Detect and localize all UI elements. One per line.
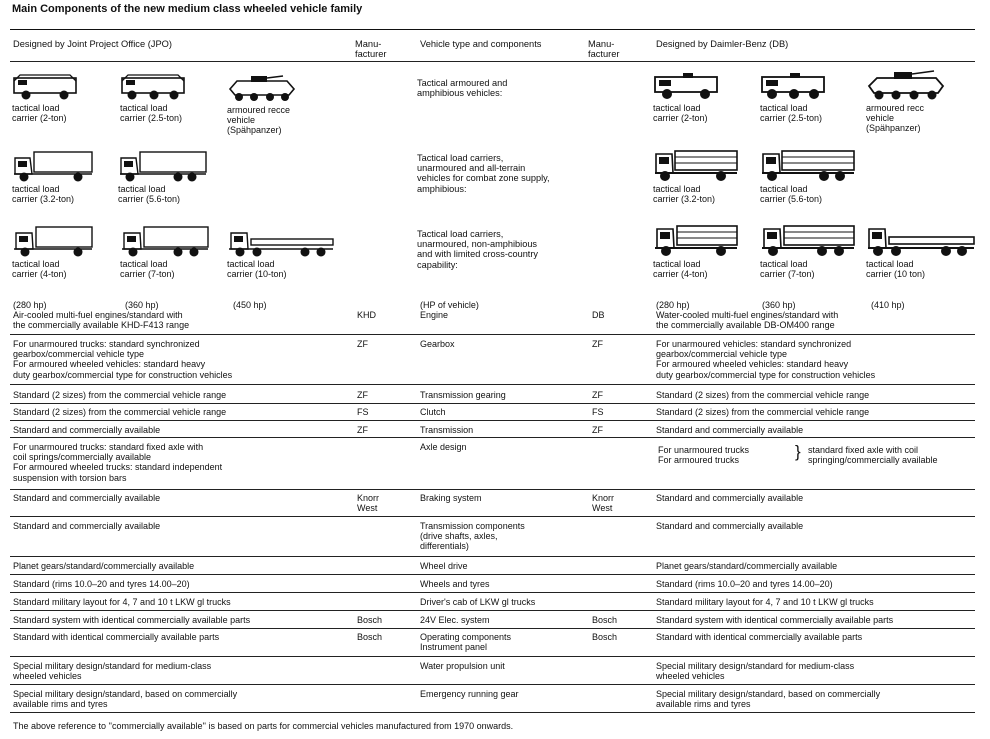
vehicle-caption: tactical load carrier (5.6-ton)	[760, 184, 823, 204]
jpo-vehicle-1-1	[12, 73, 112, 123]
row-divider	[10, 437, 975, 438]
component-name: Emergency running gear	[420, 689, 519, 699]
db-spec: Water-cooled multi-fuel engines/standard with the commercially available DB-OM400 range	[656, 310, 839, 331]
vehicle-caption: tactical load carrier (2-ton)	[12, 103, 67, 123]
db-spec: Standard (2 sizes) from the commercial vehicle range	[656, 390, 870, 400]
component-name: Gearbox	[420, 339, 455, 349]
header-vehicle-type: Vehicle type and components	[420, 39, 542, 49]
armoured-truck-icon	[653, 71, 721, 101]
db-vehicle-2-2	[760, 148, 860, 204]
db-vehicle-3-2	[760, 223, 860, 279]
jpo-vehicle-1-3	[227, 73, 327, 135]
row-divider	[10, 489, 975, 490]
cargo-truck-icon	[760, 148, 856, 182]
jpo-spec: Standard (rims 10.0–20 and tyres 14.00–20)	[13, 579, 190, 589]
db-spec: Standard and commercially available	[656, 521, 804, 531]
jpo-vehicle-3-2	[120, 225, 220, 279]
recce-vehicle-icon	[866, 68, 946, 101]
row-divider	[10, 656, 975, 657]
row-divider	[10, 684, 975, 685]
vehicle-caption: tactical load carrier (7-ton)	[760, 259, 815, 279]
row-divider	[10, 610, 975, 611]
cargo-truck-icon	[760, 223, 856, 257]
db-spec: Standard military layout for 4, 7 and 10 t LKW gl trucks	[656, 597, 874, 607]
vehicle-group-2-description: Tactical load carriers, unarmoured and all-terrain vehicles for combat zone supply, amphibious:	[417, 153, 550, 194]
vehicle-hp-label: (HP of vehicle)	[420, 300, 479, 310]
db-spec: For unarmoured vehicles: standard synchronized gearbox/commercial vehicle type For armoured wheeled vehicles: standard heavy duty gearbox/commercial type for construction vehicles	[656, 339, 876, 380]
recce-vehicle-icon	[227, 73, 297, 103]
component-name: Driver's cab of LKW gl trucks	[420, 597, 536, 607]
vehicle-caption: tactical load carrier (2-ton)	[653, 103, 708, 123]
db-spec: Standard and commercially available	[656, 493, 804, 503]
vehicle-caption: tactical load carrier (2.5-ton)	[760, 103, 823, 123]
row-divider	[10, 334, 975, 335]
manufacturer-left: Bosch	[357, 632, 383, 642]
component-name: Clutch	[420, 407, 446, 417]
db-vehicle-2-1	[653, 148, 753, 204]
manufacturer-left: FS	[357, 407, 369, 417]
jpo-hp-1: (280 hp)	[13, 300, 47, 310]
brace-icon: }	[795, 442, 801, 461]
header-daimler-benz: Designed by Daimler-Benz (DB)	[656, 39, 789, 49]
component-name: Transmission gearing	[420, 390, 506, 400]
db-hp-2: (360 hp)	[762, 300, 796, 310]
footnote: The above reference to ''commercially available'' is based on parts for commercial vehicles manufactured from 1970 onwards.	[13, 721, 514, 731]
row-divider	[10, 628, 975, 629]
manufacturer-right: ZF	[592, 425, 603, 435]
component-name: Operating components Instrument panel	[420, 632, 512, 653]
db-spec: Standard (rims 10.0–20 and tyres 14.00–20)	[656, 579, 833, 589]
armoured-truck-icon	[760, 71, 828, 101]
jpo-spec: Standard with identical commercially available parts	[13, 632, 220, 642]
vehicle-caption: tactical load carrier (10-ton)	[227, 259, 287, 279]
jpo-vehicle-3-3	[227, 225, 327, 279]
jpo-spec: For unarmoured trucks: standard fixed axle with coil springs/commercially available For armoured wheeled trucks: standard independent suspension with torsion bars	[13, 442, 223, 483]
manufacturer-right: ZF	[592, 390, 603, 400]
armoured-truck-icon	[12, 73, 80, 101]
jpo-spec: Special military design/standard for medium-class wheeled vehicles	[13, 661, 212, 682]
jpo-spec: Air-cooled multi-fuel engines/standard with the commercially available KHD-F413 range	[13, 310, 190, 331]
header-jpo: Designed by Joint Project Office (JPO)	[13, 39, 172, 49]
manufacturer-right: Bosch	[592, 632, 618, 642]
header-bottom-rule	[10, 61, 975, 62]
jpo-spec: Standard and commercially available	[13, 521, 161, 531]
row-divider	[10, 556, 975, 557]
vehicle-group-1-description: Tactical armoured and amphibious vehicles:	[417, 78, 508, 99]
cargo-truck-icon	[12, 225, 94, 257]
db-spec: Standard system with identical commercially available parts	[656, 615, 894, 625]
jpo-spec: Standard system with identical commercially available parts	[13, 615, 251, 625]
manufacturer-left: Knorr West	[357, 493, 380, 514]
component-name: 24V Elec. system	[420, 615, 490, 625]
db-spec: Standard with identical commercially available parts	[656, 632, 863, 642]
row-divider	[10, 516, 975, 517]
component-name: Transmission components (drive shafts, axles, differentials)	[420, 521, 525, 552]
component-name: Engine	[420, 310, 449, 320]
db-vehicle-1-3	[866, 68, 966, 133]
manufacturer-left: ZF	[357, 339, 368, 349]
cargo-truck-icon	[653, 223, 739, 257]
vehicle-caption: tactical load carrier (3.2-ton)	[12, 184, 75, 204]
row-divider	[10, 403, 975, 404]
vehicle-caption: tactical load carrier (2.5-ton)	[120, 103, 183, 123]
db-spec: Special military design/standard, based on commercially available rims and tyres	[656, 689, 881, 710]
db-spec: Special military design/standard for medium-class wheeled vehicles	[656, 661, 855, 682]
db-spec: For unarmoured trucks For armoured trucks	[658, 445, 750, 466]
vehicle-group-3-description: Tactical load carriers, unarmoured, non-amphibious and with limited cross-country capability:	[417, 229, 539, 270]
jpo-spec: For unarmoured trucks: standard synchronized gearbox/commercial vehicle type For armoured wheeled vehicles: standard heavy duty gearbox/commercial type for construction vehicles	[13, 339, 233, 380]
header-manufacturer-right: Manu- facturer	[588, 39, 620, 59]
jpo-vehicle-1-2	[120, 73, 220, 123]
db-spec: Standard and commercially available	[656, 425, 804, 435]
row-divider	[10, 712, 975, 713]
component-name: Braking system	[420, 493, 482, 503]
vehicle-caption: armoured recce vehicle (Spähpanzer)	[227, 105, 291, 135]
manufacturer-left: ZF	[357, 425, 368, 435]
row-divider	[10, 384, 975, 385]
db-hp-3: (410 hp)	[871, 300, 905, 310]
manufacturer-right: FS	[592, 407, 604, 417]
manufacturer-left: Bosch	[357, 615, 383, 625]
manufacturer-right: Bosch	[592, 615, 618, 625]
db-hp-1: (280 hp)	[656, 300, 690, 310]
cargo-truck-icon	[653, 148, 739, 182]
jpo-hp-2: (360 hp)	[125, 300, 159, 310]
component-name: Wheels and tyres	[420, 579, 490, 589]
jpo-hp-3: (450 hp)	[233, 300, 267, 310]
vehicle-caption: tactical load carrier (10 ton)	[866, 259, 926, 279]
component-name: Transmission	[420, 425, 474, 435]
page-title: Main Components of the new medium class wheeled vehicle family	[12, 3, 363, 15]
component-name: Wheel drive	[420, 561, 468, 571]
manufacturer-right: ZF	[592, 339, 603, 349]
db-vehicle-3-3	[866, 223, 966, 279]
header-manufacturer-left: Manu- facturer	[355, 39, 387, 59]
db-vehicle-1-2	[760, 71, 860, 123]
row-divider	[10, 574, 975, 575]
flatbed-truck-icon	[227, 225, 335, 257]
cargo-truck-icon	[118, 150, 208, 182]
row-divider	[10, 592, 975, 593]
manufacturer-left: KHD	[357, 310, 377, 320]
vehicle-caption: tactical load carrier (3.2-ton)	[653, 184, 716, 204]
jpo-spec: Standard (2 sizes) from the commercial vehicle range	[13, 390, 227, 400]
vehicle-caption: tactical load carrier (7-ton)	[120, 259, 175, 279]
jpo-spec: Special military design/standard, based on commercially available rims and tyres	[13, 689, 238, 710]
jpo-spec: Standard (2 sizes) from the commercial vehicle range	[13, 407, 227, 417]
vehicle-caption: armoured recc vehicle (Spähpanzer)	[866, 103, 925, 133]
vehicle-caption: tactical load carrier (4-ton)	[653, 259, 708, 279]
armoured-truck-icon	[120, 73, 188, 101]
manufacturer-right: DB	[592, 310, 605, 320]
jpo-vehicle-2-2	[118, 150, 218, 204]
db-spec: Planet gears/standard/commercially available	[656, 561, 838, 571]
db-vehicle-1-1	[653, 71, 753, 123]
component-name: Water propulsion unit	[420, 661, 505, 671]
cargo-truck-icon	[12, 150, 94, 182]
cargo-truck-icon	[120, 225, 210, 257]
jpo-spec: Standard and commercially available	[13, 493, 161, 503]
flatbed-truck-icon	[866, 223, 976, 257]
manufacturer-left: ZF	[357, 390, 368, 400]
vehicle-caption: tactical load carrier (4-ton)	[12, 259, 67, 279]
db-spec-detail: standard fixed axle with coil springing/commercially available	[808, 445, 938, 466]
vehicle-caption: tactical load carrier (5.6-ton)	[118, 184, 181, 204]
jpo-spec: Planet gears/standard/commercially available	[13, 561, 195, 571]
db-vehicle-3-1	[653, 223, 753, 279]
jpo-spec: Standard military layout for 4, 7 and 10 t LKW gl trucks	[13, 597, 231, 607]
db-spec: Standard (2 sizes) from the commercial vehicle range	[656, 407, 870, 417]
jpo-spec: Standard and commercially available	[13, 425, 161, 435]
component-name: Axle design	[420, 442, 467, 452]
jpo-vehicle-3-1	[12, 225, 112, 279]
manufacturer-right: Knorr West	[592, 493, 615, 514]
jpo-vehicle-2-1	[12, 150, 112, 204]
row-divider	[10, 420, 975, 421]
header-top-rule	[10, 29, 975, 30]
